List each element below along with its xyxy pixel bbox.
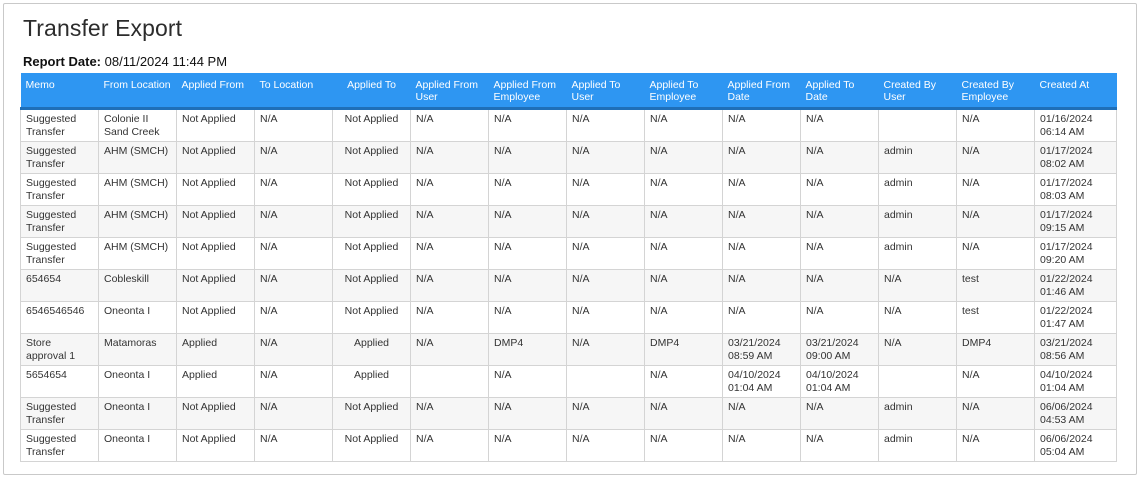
table-cell: N/A bbox=[411, 238, 489, 270]
table-cell: N/A bbox=[411, 142, 489, 174]
table-cell: N/A bbox=[255, 109, 333, 142]
table-cell: Not Applied bbox=[177, 206, 255, 238]
table-cell: N/A bbox=[645, 430, 723, 462]
table-cell: 03/21/2024 08:56 AM bbox=[1035, 334, 1117, 366]
table-cell: N/A bbox=[645, 302, 723, 334]
report-date bbox=[23, 54, 227, 69]
table-row bbox=[21, 238, 1117, 270]
table-cell: N/A bbox=[489, 302, 567, 334]
table-cell: Applied bbox=[333, 366, 411, 398]
table-cell: 01/17/2024 08:02 AM bbox=[1035, 142, 1117, 174]
table-cell: N/A bbox=[255, 302, 333, 334]
table-cell: Colonie II Sand Creek bbox=[99, 109, 177, 142]
table-cell: Suggested Transfer bbox=[21, 206, 99, 238]
table-cell: N/A bbox=[957, 174, 1035, 206]
table-cell: N/A bbox=[645, 142, 723, 174]
table-cell: admin bbox=[879, 174, 957, 206]
table-cell: N/A bbox=[723, 238, 801, 270]
table-cell: Applied bbox=[333, 334, 411, 366]
table-cell: N/A bbox=[489, 398, 567, 430]
table-cell: Not Applied bbox=[177, 270, 255, 302]
table-cell: N/A bbox=[255, 206, 333, 238]
table-cell: N/A bbox=[723, 430, 801, 462]
table-cell: Oneonta I bbox=[99, 302, 177, 334]
table-cell: test bbox=[957, 270, 1035, 302]
table-cell: Not Applied bbox=[333, 238, 411, 270]
table-cell: N/A bbox=[645, 270, 723, 302]
table-cell: admin bbox=[879, 142, 957, 174]
table-cell: N/A bbox=[411, 430, 489, 462]
table-cell: admin bbox=[879, 238, 957, 270]
table-row bbox=[21, 174, 1117, 206]
table-cell: N/A bbox=[957, 238, 1035, 270]
column-header: Applied From Date bbox=[723, 73, 801, 109]
table-cell: Not Applied bbox=[333, 302, 411, 334]
table-row bbox=[21, 366, 1117, 398]
table-cell: Not Applied bbox=[177, 238, 255, 270]
column-header: Created By Employee bbox=[957, 73, 1035, 109]
table-cell: Not Applied bbox=[177, 398, 255, 430]
table-cell: N/A bbox=[489, 366, 567, 398]
table-cell: N/A bbox=[567, 302, 645, 334]
table-cell: N/A bbox=[801, 174, 879, 206]
table-cell: N/A bbox=[411, 174, 489, 206]
table-cell: N/A bbox=[489, 430, 567, 462]
table-body bbox=[21, 109, 1117, 462]
table-cell: N/A bbox=[801, 302, 879, 334]
table-cell: admin bbox=[879, 398, 957, 430]
table-cell: Cobleskill bbox=[99, 270, 177, 302]
table-cell: 04/10/2024 01:04 AM bbox=[1035, 366, 1117, 398]
table-cell: 01/16/2024 06:14 AM bbox=[1035, 109, 1117, 142]
table-cell: 04/10/2024 01:04 AM bbox=[723, 366, 801, 398]
table-cell: N/A bbox=[411, 109, 489, 142]
table-cell: N/A bbox=[723, 109, 801, 142]
table-cell bbox=[879, 366, 957, 398]
table-cell: N/A bbox=[567, 238, 645, 270]
table-cell: AHM (SMCH) bbox=[99, 206, 177, 238]
table-cell: N/A bbox=[957, 109, 1035, 142]
table-cell: N/A bbox=[879, 334, 957, 366]
table-cell bbox=[567, 366, 645, 398]
table-cell: N/A bbox=[567, 109, 645, 142]
table-cell: N/A bbox=[957, 398, 1035, 430]
table-cell: N/A bbox=[255, 174, 333, 206]
table-row bbox=[21, 109, 1117, 142]
transfer-table bbox=[20, 73, 1117, 462]
table-cell: 03/21/2024 09:00 AM bbox=[801, 334, 879, 366]
table-cell: N/A bbox=[645, 109, 723, 142]
table-cell: Not Applied bbox=[333, 142, 411, 174]
table-cell: N/A bbox=[801, 430, 879, 462]
table-cell: N/A bbox=[567, 334, 645, 366]
table-cell: N/A bbox=[801, 270, 879, 302]
table-cell: N/A bbox=[879, 270, 957, 302]
table-row bbox=[21, 142, 1117, 174]
table-cell bbox=[879, 109, 957, 142]
table-row bbox=[21, 398, 1117, 430]
table-cell: AHM (SMCH) bbox=[99, 142, 177, 174]
table-cell: N/A bbox=[567, 174, 645, 206]
column-header: To Location bbox=[255, 73, 333, 109]
column-header: Created At bbox=[1035, 73, 1117, 109]
table-cell: N/A bbox=[489, 206, 567, 238]
column-header: Applied To User bbox=[567, 73, 645, 109]
column-header: Applied From User bbox=[411, 73, 489, 109]
table-cell: Not Applied bbox=[333, 206, 411, 238]
table-cell: N/A bbox=[801, 142, 879, 174]
table-cell: N/A bbox=[645, 206, 723, 238]
table-cell: 04/10/2024 01:04 AM bbox=[801, 366, 879, 398]
table-cell: N/A bbox=[255, 270, 333, 302]
table-cell: AHM (SMCH) bbox=[99, 238, 177, 270]
table-cell: Not Applied bbox=[177, 109, 255, 142]
table-cell: N/A bbox=[645, 174, 723, 206]
table-cell: N/A bbox=[645, 366, 723, 398]
table-cell: N/A bbox=[489, 174, 567, 206]
table-cell: 06/06/2024 05:04 AM bbox=[1035, 430, 1117, 462]
table-cell: 06/06/2024 04:53 AM bbox=[1035, 398, 1117, 430]
report-date-label: Report Date: bbox=[23, 54, 102, 69]
table-cell: 01/17/2024 09:20 AM bbox=[1035, 238, 1117, 270]
table-cell: N/A bbox=[645, 398, 723, 430]
table-cell: N/A bbox=[411, 206, 489, 238]
table-cell: DMP4 bbox=[489, 334, 567, 366]
table-cell: N/A bbox=[255, 142, 333, 174]
table-cell: 6546546546 bbox=[21, 302, 99, 334]
table-cell: N/A bbox=[567, 206, 645, 238]
table-cell: Not Applied bbox=[333, 398, 411, 430]
table-cell: N/A bbox=[723, 270, 801, 302]
table-cell: Suggested Transfer bbox=[21, 238, 99, 270]
table-cell: DMP4 bbox=[957, 334, 1035, 366]
column-header: Applied To Employee bbox=[645, 73, 723, 109]
table-cell: N/A bbox=[411, 334, 489, 366]
table-cell bbox=[411, 366, 489, 398]
table-cell: Oneonta I bbox=[99, 398, 177, 430]
table-cell: Not Applied bbox=[333, 430, 411, 462]
table-cell: AHM (SMCH) bbox=[99, 174, 177, 206]
table-cell: admin bbox=[879, 206, 957, 238]
table-cell: Oneonta I bbox=[99, 430, 177, 462]
table-cell: N/A bbox=[723, 174, 801, 206]
table-header bbox=[21, 73, 1117, 109]
table-cell: Not Applied bbox=[177, 302, 255, 334]
table-cell: N/A bbox=[567, 398, 645, 430]
column-header: Applied From Employee bbox=[489, 73, 567, 109]
table-cell: Suggested Transfer bbox=[21, 174, 99, 206]
column-header: Memo bbox=[21, 73, 99, 109]
table-cell: 01/17/2024 09:15 AM bbox=[1035, 206, 1117, 238]
table-cell: N/A bbox=[957, 142, 1035, 174]
table-cell: DMP4 bbox=[645, 334, 723, 366]
table-cell: N/A bbox=[255, 430, 333, 462]
table-row bbox=[21, 270, 1117, 302]
table-cell: N/A bbox=[489, 142, 567, 174]
table-cell: N/A bbox=[411, 398, 489, 430]
table-row bbox=[21, 302, 1117, 334]
table-cell: N/A bbox=[489, 109, 567, 142]
table-cell: test bbox=[957, 302, 1035, 334]
table-cell: N/A bbox=[255, 398, 333, 430]
table-cell: N/A bbox=[957, 206, 1035, 238]
table-cell: Store approval 1 bbox=[21, 334, 99, 366]
table-cell: Suggested Transfer bbox=[21, 142, 99, 174]
table-cell: N/A bbox=[567, 142, 645, 174]
table-cell: N/A bbox=[957, 366, 1035, 398]
table-row bbox=[21, 430, 1117, 462]
table-cell: N/A bbox=[801, 206, 879, 238]
table-cell: admin bbox=[879, 430, 957, 462]
table-cell: N/A bbox=[255, 238, 333, 270]
column-header: Applied From bbox=[177, 73, 255, 109]
table-cell: Oneonta I bbox=[99, 366, 177, 398]
table-cell: Not Applied bbox=[177, 142, 255, 174]
table-cell: N/A bbox=[255, 334, 333, 366]
table-cell: N/A bbox=[489, 270, 567, 302]
table-cell: 654654 bbox=[21, 270, 99, 302]
table-cell: N/A bbox=[723, 398, 801, 430]
table-cell: Applied bbox=[177, 334, 255, 366]
column-header: Applied To Date bbox=[801, 73, 879, 109]
table-cell: N/A bbox=[801, 109, 879, 142]
table-cell: N/A bbox=[723, 302, 801, 334]
table-cell: N/A bbox=[489, 238, 567, 270]
table-row bbox=[21, 206, 1117, 238]
table-cell: 01/22/2024 01:47 AM bbox=[1035, 302, 1117, 334]
table-cell: N/A bbox=[255, 366, 333, 398]
table-cell: N/A bbox=[567, 430, 645, 462]
table-cell: 01/22/2024 01:46 AM bbox=[1035, 270, 1117, 302]
table-cell: Not Applied bbox=[177, 174, 255, 206]
table-cell: N/A bbox=[723, 206, 801, 238]
table-cell: Matamoras bbox=[99, 334, 177, 366]
table-cell: Suggested Transfer bbox=[21, 109, 99, 142]
column-header: Created By User bbox=[879, 73, 957, 109]
table-cell: 5654654 bbox=[21, 366, 99, 398]
table-cell: N/A bbox=[411, 270, 489, 302]
page-title: Transfer Export bbox=[23, 15, 183, 41]
table-cell: N/A bbox=[723, 142, 801, 174]
table-cell: N/A bbox=[801, 238, 879, 270]
table-cell: Suggested Transfer bbox=[21, 430, 99, 462]
table-cell: N/A bbox=[411, 302, 489, 334]
table-row bbox=[21, 334, 1117, 366]
table-cell: N/A bbox=[957, 430, 1035, 462]
table-cell: Not Applied bbox=[333, 174, 411, 206]
header-row bbox=[21, 73, 1117, 109]
table-cell: Applied bbox=[177, 366, 255, 398]
table-cell: 01/17/2024 08:03 AM bbox=[1035, 174, 1117, 206]
table-cell: N/A bbox=[645, 238, 723, 270]
table-cell: Not Applied bbox=[177, 430, 255, 462]
report-date-value: 08/11/2024 11:44 PM bbox=[104, 54, 228, 69]
column-header: Applied To bbox=[333, 73, 411, 109]
column-header: From Location bbox=[99, 73, 177, 109]
table-cell: N/A bbox=[879, 302, 957, 334]
table-cell: Suggested Transfer bbox=[21, 398, 99, 430]
table-cell: N/A bbox=[801, 398, 879, 430]
transfer-table-wrapper bbox=[20, 73, 1116, 462]
table-cell: Not Applied bbox=[333, 109, 411, 142]
table-cell: N/A bbox=[567, 270, 645, 302]
table-cell: Not Applied bbox=[333, 270, 411, 302]
table-cell: 03/21/2024 08:59 AM bbox=[723, 334, 801, 366]
